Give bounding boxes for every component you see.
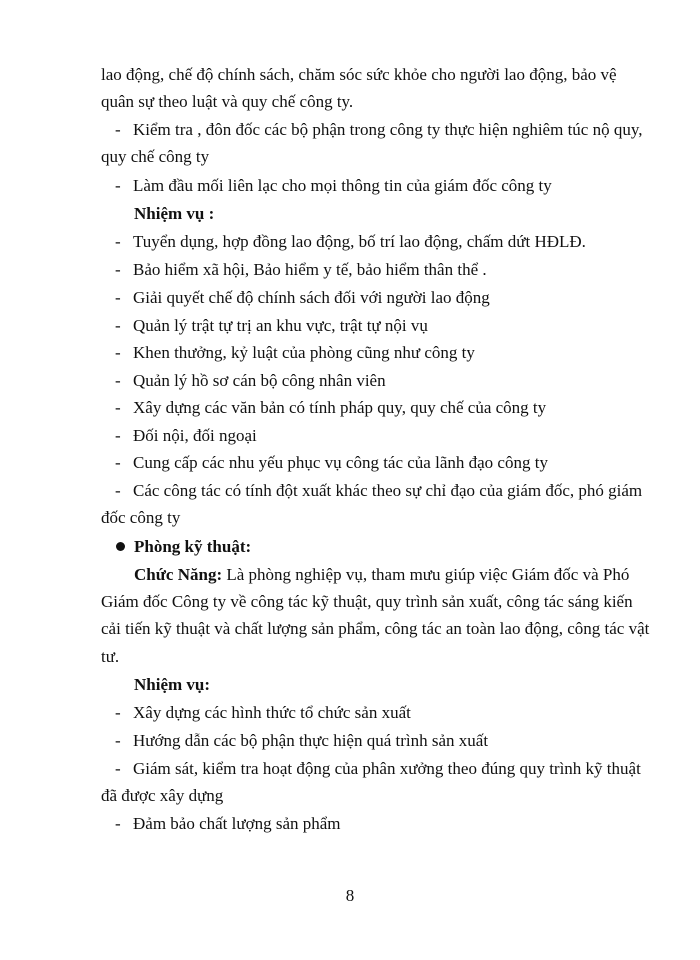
dash-marker: - [115, 343, 121, 362]
intro-item-1 [115, 119, 643, 141]
section2-tasks-heading: Nhiệm vụ: [134, 675, 211, 694]
function-paragraph-line-1 [134, 564, 629, 586]
list-item-text: Hướng dẫn các bộ phận thực hiện quá trình sản xuất [133, 731, 489, 750]
function-text: Là phòng nghiệp vụ, tham mưu giúp việc Giám đốc và Phó [222, 565, 630, 584]
list-item-text: Giám sát, kiểm tra hoạt động của phân xưởng theo đúng quy trình kỹ thuật [133, 759, 641, 778]
list-item [115, 287, 490, 309]
list-item [115, 813, 341, 835]
list-item-text: Quản lý trật tự trị an khu vực, trật tự nội vụ [133, 316, 428, 335]
bullet-icon [116, 542, 125, 551]
intro-item-1-text: Kiểm tra , đôn đốc các bộ phận trong công ty thực hiện nghiêm túc nộ quy, [133, 120, 643, 139]
function-paragraph-line-3: cải tiến kỹ thuật và chất lượng sản phẩm, công tác an toàn lao động, công tác vật [101, 619, 650, 638]
dash-marker: - [115, 120, 121, 139]
dash-marker: - [115, 288, 121, 307]
list-item [115, 231, 586, 253]
dash-marker: - [115, 703, 121, 722]
list-item [115, 758, 641, 780]
intro-item-2-text: Làm đầu mối liên lạc cho mọi thông tin của giám đốc công ty [133, 176, 552, 195]
list-item-text: Quản lý hồ sơ cán bộ công nhân viên [133, 371, 386, 390]
list-item-text: Xây dựng các hình thức tổ chức sản xuất [133, 703, 411, 722]
dash-marker: - [115, 371, 121, 390]
intro-line-1: lao động, chế độ chính sách, chăm sóc sức khỏe cho người lao động, bảo vệ [101, 65, 617, 84]
function-paragraph-line-4: tư. [101, 647, 120, 666]
section1-heading: Nhiệm vụ : [134, 204, 215, 223]
list-item-text: Các công tác có tính đột xuất khác theo sự chỉ đạo của giám đốc, phó giám [133, 481, 643, 500]
section2-title [116, 536, 251, 558]
dash-marker: - [115, 453, 121, 472]
list-item-text: Bảo hiểm xã hội, Bảo hiểm y tế, bảo hiểm thân thể . [133, 260, 487, 279]
dash-marker: - [115, 260, 121, 279]
dash-marker: - [115, 316, 121, 335]
list-item [115, 452, 548, 474]
list-item-text: Đảm bảo chất lượng sản phẩm [133, 814, 341, 833]
dash-marker: - [115, 759, 121, 778]
dash-marker: - [115, 176, 121, 195]
list-item [115, 315, 428, 337]
dash-marker: - [115, 481, 121, 500]
list-item [115, 480, 642, 502]
list-item-continuation: đã được xây dựng [101, 786, 224, 805]
function-paragraph-line-2: Giám đốc Công ty về công tác kỹ thuật, quy trình sản xuất, công tác sáng kiến [101, 592, 633, 611]
list-item-text: Xây dựng các văn bản có tính pháp quy, quy chế của công ty [133, 398, 547, 417]
section2-title-text: Phòng kỹ thuật: [134, 537, 252, 556]
list-item [115, 702, 411, 724]
list-item [115, 259, 487, 281]
list-item-text: Giải quyết chế độ chính sách đối với người lao động [133, 288, 490, 307]
list-item [115, 370, 386, 392]
page-number: 8 [345, 886, 355, 905]
dash-marker: - [115, 398, 121, 417]
list-item [115, 342, 475, 364]
intro-line-2: quân sự theo luật và quy chế công ty. [101, 92, 354, 111]
list-item [115, 425, 257, 447]
dash-marker: - [115, 426, 121, 445]
intro-item-2 [115, 175, 552, 197]
intro-item-1-continuation: quy chế công ty [101, 147, 210, 166]
dash-marker: - [115, 232, 121, 251]
dash-marker: - [115, 814, 121, 833]
list-item-text: Cung cấp các nhu yếu phục vụ công tác của lãnh đạo công ty [133, 453, 548, 472]
function-label: Chức Năng: [134, 565, 223, 584]
dash-marker: - [115, 731, 121, 750]
list-item-text: Tuyển dụng, hợp đồng lao động, bố trí lao động, chấm dứt HĐLĐ. [133, 232, 586, 251]
list-item-continuation: đốc công ty [101, 508, 181, 527]
list-item [115, 397, 546, 419]
list-item [115, 730, 488, 752]
list-item-text: Đối nội, đối ngoại [133, 426, 257, 445]
list-item-text: Khen thưởng, kỷ luật của phòng cũng như công ty [133, 343, 475, 362]
